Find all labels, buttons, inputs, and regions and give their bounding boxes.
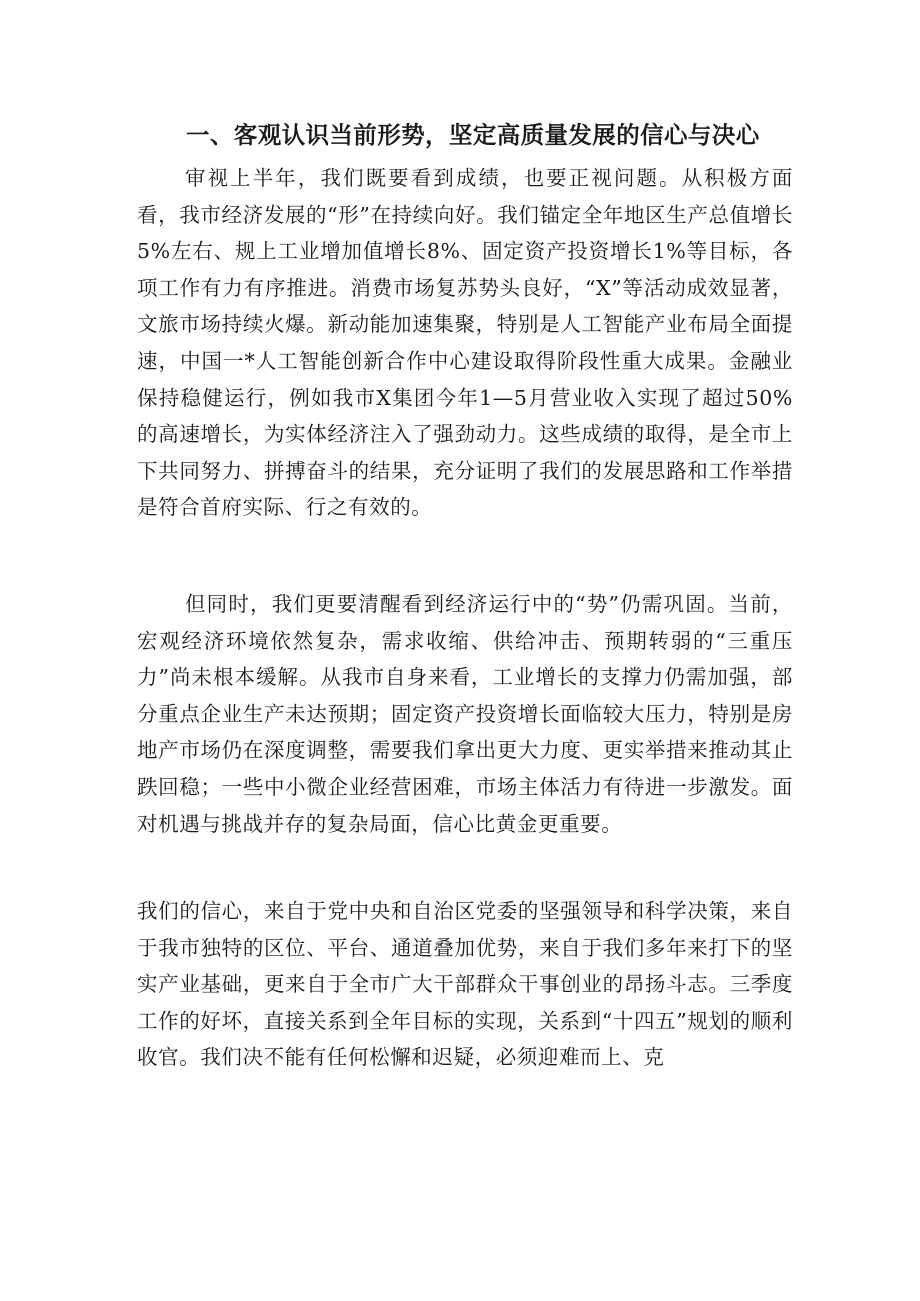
paragraph-confidence: 我们的信心，来自于党中央和自治区党委的坚强领导和科学决策，来自于我市独特的区位、平台、通道叠加优势，来自于我们多年来打下的坚实产业基础，更来自于全市广大干部群众干事创业的昂扬斗志。三季度工作的好坏，直接关系到全年目标的实现，关系到“十四五”规划的顺利收官。我们决不能有任何松懈和迟疑，必须迎难而上、克 [137, 899, 793, 1070]
section-heading: 一、客观认识当前形势，坚定高质量发展的信心与决心 [186, 121, 760, 149]
paragraph-achievements: 审视上半年，我们既要看到成绩，也要正视问题。从积极方面看，我市经济发展的“形”在持续向好。我们锚定全年地区生产总值增长5%左右、规上工业增加值增长8%、固定资产投资增长1%等目标，各项工作有力有序推进。消费市场复苏势头良好，“X”等活动成效显著，文旅市场持续火爆。新动能加速集聚，特别是人工智能产业布局全面提速，中国一*人工智能创新合作中心建设取得阶段性重大成果。金融业保持稳健运行，例如我市X集团今年1—5月营业收入实现了超过50%的高速增长，为实体经济注入了强劲动力。这些成绩的取得，是全市上下共同努力、拼搏奋斗的结果，充分证明了我们的发展思路和工作举措是符合首府实际、行之有效的。 [137, 166, 793, 520]
paragraph-challenges: 但同时，我们更要清醒看到经济运行中的“势”仍需巩固。当前，宏观经济环境依然复杂，需求收缩、供给冲击、预期转弱的“三重压力”尚未根本缓解。从我市自身来看，工业增长的支撑力仍需加强，部分重点企业生产未达预期；固定资产投资增长面临较大压力，特别是房地产市场仍在深度调整，需要我们拿出更大力度、更实举措来推动其止跌回稳；一些中小微企业经营困难，市场主体活力有待进一步激发。面对机遇与挑战并存的复杂局面，信心比黄金更重要。 [137, 592, 793, 836]
